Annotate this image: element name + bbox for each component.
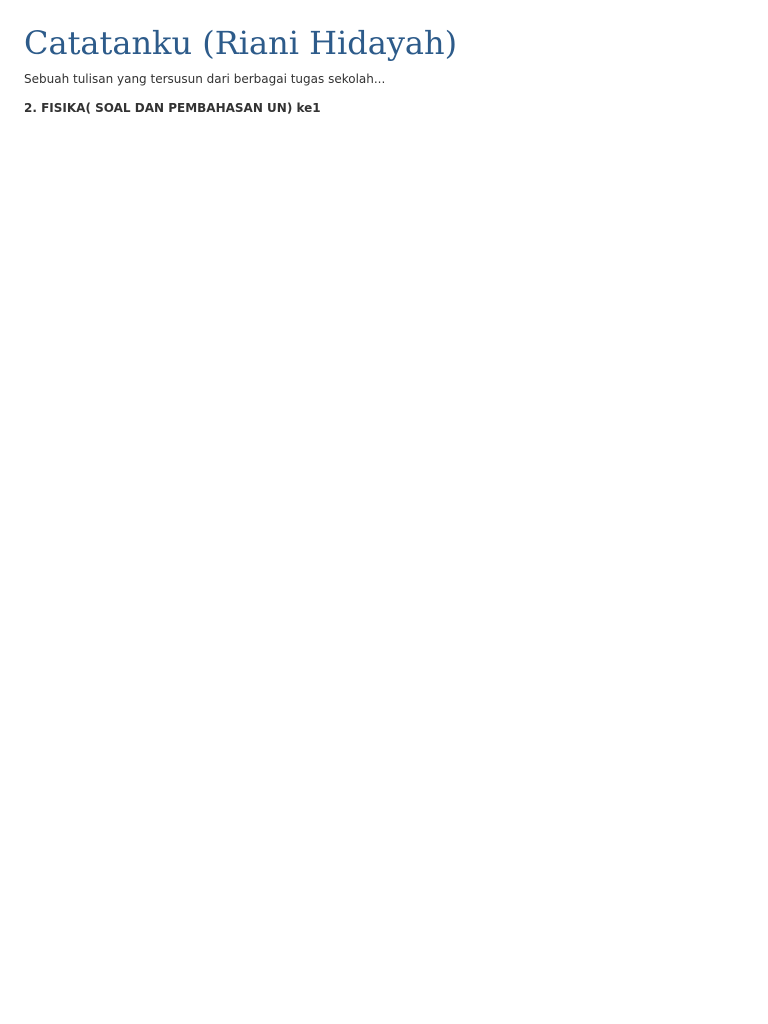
- blog-title[interactable]: Catatanku (Riani Hidayah): [24, 24, 458, 62]
- tagline: Sebuah tulisan yang tersusun dari berbagai tugas sekolah...: [24, 72, 386, 86]
- post-title[interactable]: 2. FISIKA( SOAL DAN PEMBAHASAN UN) ke1: [24, 101, 321, 116]
